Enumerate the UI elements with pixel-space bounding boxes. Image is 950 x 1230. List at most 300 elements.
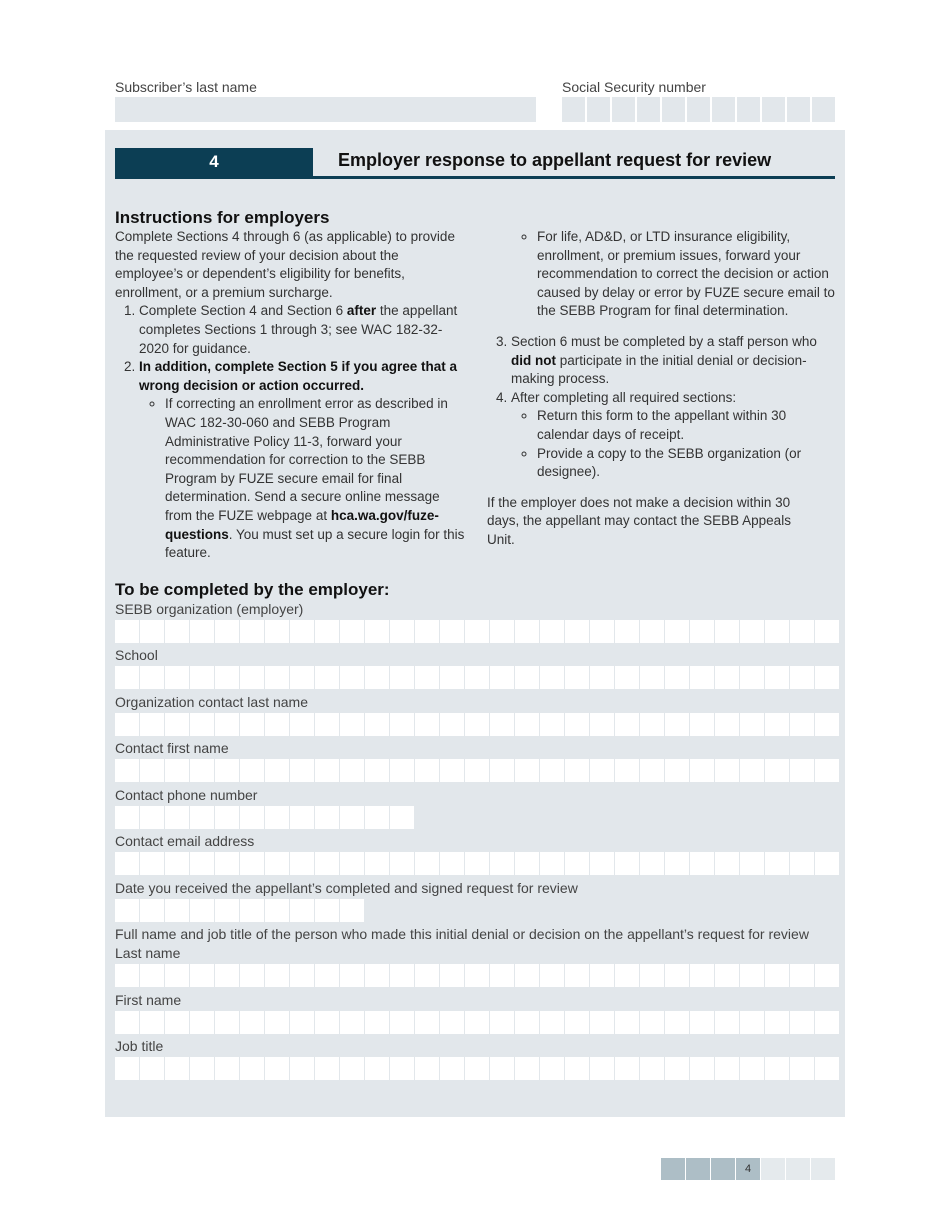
input-cell[interactable] <box>740 1011 764 1034</box>
input-cell[interactable] <box>440 964 464 987</box>
input-cell[interactable] <box>440 1011 464 1034</box>
input-cell[interactable] <box>565 1057 589 1080</box>
input-cell[interactable] <box>440 713 464 736</box>
input-cell[interactable] <box>215 899 239 922</box>
input-cell[interactable] <box>390 759 414 782</box>
input-cell[interactable] <box>215 666 239 689</box>
input-cell[interactable] <box>765 1057 789 1080</box>
input-cell[interactable] <box>115 806 139 829</box>
input-cell[interactable] <box>415 620 439 643</box>
input-cell[interactable] <box>390 964 414 987</box>
input-cell[interactable] <box>115 666 139 689</box>
input-cell[interactable] <box>265 713 289 736</box>
input-cell[interactable] <box>765 713 789 736</box>
input-cell[interactable] <box>315 666 339 689</box>
input-cell[interactable] <box>665 620 689 643</box>
input-cell[interactable] <box>790 666 814 689</box>
decision-person-first-name-input[interactable] <box>115 1011 839 1034</box>
input-cell[interactable] <box>640 713 664 736</box>
input-cell[interactable] <box>565 964 589 987</box>
input-cell[interactable] <box>240 899 264 922</box>
input-cell[interactable] <box>515 759 539 782</box>
input-cell[interactable] <box>115 852 139 875</box>
input-cell[interactable] <box>340 899 364 922</box>
input-cell[interactable] <box>690 713 714 736</box>
input-cell[interactable] <box>240 759 264 782</box>
input-cell[interactable] <box>340 759 364 782</box>
input-cell[interactable] <box>790 620 814 643</box>
input-cell[interactable] <box>415 666 439 689</box>
subscriber-last-name-input[interactable] <box>115 97 536 122</box>
input-cell[interactable] <box>340 1011 364 1034</box>
input-cell[interactable] <box>315 899 339 922</box>
input-cell[interactable] <box>815 713 839 736</box>
input-cell[interactable] <box>615 713 639 736</box>
input-cell[interactable] <box>190 852 214 875</box>
input-cell[interactable] <box>740 666 764 689</box>
input-cell[interactable] <box>765 759 789 782</box>
job-title-label: Job title <box>115 1038 164 1054</box>
input-cell[interactable] <box>190 1011 214 1034</box>
page-indicator-block <box>711 1158 735 1180</box>
input-cell[interactable] <box>290 1011 314 1034</box>
input-cell[interactable] <box>490 852 514 875</box>
input-cell[interactable] <box>315 964 339 987</box>
input-cell[interactable] <box>390 620 414 643</box>
input-cell[interactable] <box>615 620 639 643</box>
input-cell[interactable] <box>665 759 689 782</box>
input-cell[interactable] <box>815 620 839 643</box>
input-cell[interactable] <box>765 964 789 987</box>
input-cell[interactable] <box>665 1011 689 1034</box>
input-cell[interactable] <box>715 620 739 643</box>
input-cell[interactable] <box>490 964 514 987</box>
input-cell[interactable] <box>290 713 314 736</box>
input-cell[interactable] <box>165 1057 189 1080</box>
input-cell[interactable] <box>590 1011 614 1034</box>
input-cell[interactable] <box>265 1057 289 1080</box>
input-cell[interactable] <box>590 964 614 987</box>
input-cell[interactable] <box>190 1057 214 1080</box>
input-cell[interactable] <box>365 713 389 736</box>
input-cell[interactable] <box>190 620 214 643</box>
input-cell[interactable] <box>315 1011 339 1034</box>
input-cell[interactable] <box>515 964 539 987</box>
decision-person-last-name-label: Last name <box>115 945 181 961</box>
input-cell[interactable] <box>565 852 589 875</box>
input-cell[interactable] <box>315 806 339 829</box>
input-cell[interactable] <box>240 1057 264 1080</box>
ssn-cell[interactable] <box>637 97 660 122</box>
input-cell[interactable] <box>790 1057 814 1080</box>
input-cell[interactable] <box>640 620 664 643</box>
input-cell[interactable] <box>515 620 539 643</box>
input-cell[interactable] <box>640 1011 664 1034</box>
input-cell[interactable] <box>490 1011 514 1034</box>
input-cell[interactable] <box>290 1057 314 1080</box>
input-cell[interactable] <box>715 852 739 875</box>
input-cell[interactable] <box>690 666 714 689</box>
instructions-closing: If the employer does not make a decision within 30 days, the appellant may contact the SEBB Appeals Unit. <box>487 494 791 547</box>
decision-person-label: Full name and job title of the person who made this initial denial or decision on the appellant’s request for review <box>115 926 809 942</box>
input-cell[interactable] <box>640 666 664 689</box>
input-cell[interactable] <box>365 620 389 643</box>
input-cell[interactable] <box>290 964 314 987</box>
contact-phone-input[interactable] <box>115 806 414 829</box>
input-cell[interactable] <box>590 759 614 782</box>
input-cell[interactable] <box>465 1011 489 1034</box>
input-cell[interactable] <box>140 899 164 922</box>
input-cell[interactable] <box>665 964 689 987</box>
input-cell[interactable] <box>465 666 489 689</box>
date-received-input[interactable] <box>115 899 364 922</box>
ssn-cell[interactable] <box>612 97 635 122</box>
input-cell[interactable] <box>715 666 739 689</box>
input-cell[interactable] <box>590 713 614 736</box>
input-cell[interactable] <box>315 620 339 643</box>
input-cell[interactable] <box>290 759 314 782</box>
input-cell[interactable] <box>515 1011 539 1034</box>
input-cell[interactable] <box>190 759 214 782</box>
input-cell[interactable] <box>365 964 389 987</box>
input-cell[interactable] <box>615 759 639 782</box>
input-cell[interactable] <box>665 1057 689 1080</box>
ssn-input[interactable] <box>562 97 835 122</box>
input-cell[interactable] <box>165 620 189 643</box>
instructions-title: Instructions for employers <box>115 208 330 227</box>
input-cell[interactable] <box>215 620 239 643</box>
page-indicator-block <box>686 1158 710 1180</box>
input-cell[interactable] <box>565 713 589 736</box>
input-cell[interactable] <box>115 964 139 987</box>
input-cell[interactable] <box>215 806 239 829</box>
input-cell[interactable] <box>540 713 564 736</box>
input-cell[interactable] <box>640 852 664 875</box>
input-cell[interactable] <box>340 620 364 643</box>
input-cell[interactable] <box>440 1057 464 1080</box>
input-cell[interactable] <box>690 1057 714 1080</box>
input-cell[interactable] <box>240 852 264 875</box>
input-cell[interactable] <box>140 806 164 829</box>
input-cell[interactable] <box>165 1011 189 1034</box>
date-received-label: Date you received the appellant’s completed and signed request for review <box>115 880 578 896</box>
input-cell[interactable] <box>415 852 439 875</box>
input-cell[interactable] <box>765 620 789 643</box>
page-number: 4 <box>736 1158 760 1180</box>
school-input[interactable] <box>115 666 839 689</box>
input-cell[interactable] <box>765 1011 789 1034</box>
input-cell[interactable] <box>240 1011 264 1034</box>
input-cell[interactable] <box>540 1011 564 1034</box>
subscriber-last-name-label: Subscriber’s last name <box>115 79 257 95</box>
input-cell[interactable] <box>340 964 364 987</box>
input-cell[interactable] <box>490 620 514 643</box>
input-cell[interactable] <box>665 713 689 736</box>
input-cell[interactable] <box>340 666 364 689</box>
input-cell[interactable] <box>640 1057 664 1080</box>
ssn-cell[interactable] <box>662 97 685 122</box>
input-cell[interactable] <box>540 759 564 782</box>
ssn-cell[interactable] <box>562 97 585 122</box>
input-cell[interactable] <box>115 1057 139 1080</box>
input-cell[interactable] <box>290 620 314 643</box>
input-cell[interactable] <box>540 852 564 875</box>
input-cell[interactable] <box>165 713 189 736</box>
input-cell[interactable] <box>340 852 364 875</box>
input-cell[interactable] <box>490 666 514 689</box>
input-cell[interactable] <box>740 1057 764 1080</box>
input-cell[interactable] <box>740 964 764 987</box>
input-cell[interactable] <box>315 713 339 736</box>
input-cell[interactable] <box>690 852 714 875</box>
input-cell[interactable] <box>265 806 289 829</box>
input-cell[interactable] <box>165 899 189 922</box>
contact-email-label: Contact email address <box>115 833 255 849</box>
input-cell[interactable] <box>815 759 839 782</box>
input-cell[interactable] <box>565 620 589 643</box>
input-cell[interactable] <box>265 964 289 987</box>
input-cell[interactable] <box>290 852 314 875</box>
input-cell[interactable] <box>615 666 639 689</box>
instruction-item-2: 2. In addition, complete Section 5 if you agree that a wrong decision or action occurred. ◦ If correcting an enrollment error as described in WAC 182-30-060 and SEBB Program Administrative Policy 11-3, forward your recommendation for correction to the SEBB Program by FUZE secure email for final determination. Send a secure online message from the FUZE webpage at hca.wa.gov/fuze-questions. You must set up a secure login for this feature. <box>139 358 465 563</box>
input-cell[interactable] <box>115 620 139 643</box>
input-cell[interactable] <box>565 759 589 782</box>
input-cell[interactable] <box>265 899 289 922</box>
ssn-cell[interactable] <box>712 97 735 122</box>
decision-person-first-name-label: First name <box>115 992 182 1008</box>
input-cell[interactable] <box>815 852 839 875</box>
input-cell[interactable] <box>115 899 139 922</box>
input-cell[interactable] <box>790 713 814 736</box>
input-cell[interactable] <box>790 852 814 875</box>
org-input[interactable] <box>115 620 839 643</box>
input-cell[interactable] <box>715 759 739 782</box>
input-cell[interactable] <box>740 713 764 736</box>
input-cell[interactable] <box>365 666 389 689</box>
input-cell[interactable] <box>790 759 814 782</box>
input-cell[interactable] <box>565 666 589 689</box>
input-cell[interactable] <box>390 666 414 689</box>
input-cell[interactable] <box>140 964 164 987</box>
input-cell[interactable] <box>540 964 564 987</box>
input-cell[interactable] <box>340 1057 364 1080</box>
ssn-cell[interactable] <box>787 97 810 122</box>
input-cell[interactable] <box>140 852 164 875</box>
input-cell[interactable] <box>340 713 364 736</box>
input-cell[interactable] <box>615 852 639 875</box>
input-cell[interactable] <box>590 1057 614 1080</box>
contact-first-name-input[interactable] <box>115 759 839 782</box>
input-cell[interactable] <box>165 852 189 875</box>
input-cell[interactable] <box>215 1057 239 1080</box>
input-cell[interactable] <box>240 713 264 736</box>
input-cell[interactable] <box>390 1011 414 1034</box>
input-cell[interactable] <box>640 759 664 782</box>
input-cell[interactable] <box>215 713 239 736</box>
input-cell[interactable] <box>465 759 489 782</box>
input-cell[interactable] <box>490 759 514 782</box>
contact-last-name-input[interactable] <box>115 713 839 736</box>
input-cell[interactable] <box>190 806 214 829</box>
input-cell[interactable] <box>815 666 839 689</box>
contact-first-name-label: Contact first name <box>115 740 229 756</box>
input-cell[interactable] <box>215 759 239 782</box>
input-cell[interactable] <box>165 666 189 689</box>
page-indicator-block <box>661 1158 685 1180</box>
school-label: School <box>115 647 158 663</box>
input-cell[interactable] <box>315 852 339 875</box>
input-cell[interactable] <box>365 806 389 829</box>
input-cell[interactable] <box>390 806 414 829</box>
input-cell[interactable] <box>440 759 464 782</box>
input-cell[interactable] <box>290 666 314 689</box>
input-cell[interactable] <box>715 1057 739 1080</box>
input-cell[interactable] <box>415 964 439 987</box>
input-cell[interactable] <box>740 620 764 643</box>
input-cell[interactable] <box>615 1057 639 1080</box>
input-cell[interactable] <box>690 1011 714 1034</box>
input-cell[interactable] <box>115 759 139 782</box>
decision-person-last-name-input[interactable] <box>115 964 839 987</box>
input-cell[interactable] <box>815 1011 839 1034</box>
input-cell[interactable] <box>365 759 389 782</box>
input-cell[interactable] <box>365 1057 389 1080</box>
input-cell[interactable] <box>265 1011 289 1034</box>
input-cell[interactable] <box>465 852 489 875</box>
input-cell[interactable] <box>140 620 164 643</box>
input-cell[interactable] <box>790 1011 814 1034</box>
input-cell[interactable] <box>215 964 239 987</box>
input-cell[interactable] <box>565 1011 589 1034</box>
input-cell[interactable] <box>190 899 214 922</box>
input-cell[interactable] <box>140 666 164 689</box>
input-cell[interactable] <box>465 620 489 643</box>
ssn-label: Social Security number <box>562 79 706 95</box>
input-cell[interactable] <box>365 852 389 875</box>
section-header <box>115 148 835 179</box>
input-cell[interactable] <box>165 964 189 987</box>
input-cell[interactable] <box>365 1011 389 1034</box>
input-cell[interactable] <box>165 806 189 829</box>
input-cell[interactable] <box>715 964 739 987</box>
input-cell[interactable] <box>140 759 164 782</box>
input-cell[interactable] <box>515 852 539 875</box>
input-cell[interactable] <box>465 1057 489 1080</box>
input-cell[interactable] <box>140 1011 164 1034</box>
input-cell[interactable] <box>390 1057 414 1080</box>
input-cell[interactable] <box>440 620 464 643</box>
ssn-cell[interactable] <box>737 97 760 122</box>
input-cell[interactable] <box>440 852 464 875</box>
input-cell[interactable] <box>690 964 714 987</box>
input-cell[interactable] <box>265 852 289 875</box>
input-cell[interactable] <box>515 666 539 689</box>
input-cell[interactable] <box>615 964 639 987</box>
instruction-item-1: 1. Complete Section 4 and Section 6 after the appellant completes Sections 1 through 3; see WAC 182-32-2020 for guidance. <box>139 302 465 358</box>
ssn-cell[interactable] <box>762 97 785 122</box>
input-cell[interactable] <box>115 713 139 736</box>
ssn-cell[interactable] <box>812 97 835 122</box>
input-cell[interactable] <box>765 852 789 875</box>
input-cell[interactable] <box>190 964 214 987</box>
fuze-questions-link[interactable]: hca.wa.gov/fuze-questions <box>165 507 439 542</box>
input-cell[interactable] <box>490 1057 514 1080</box>
input-cell[interactable] <box>540 1057 564 1080</box>
input-cell[interactable] <box>290 899 314 922</box>
input-cell[interactable] <box>115 1011 139 1034</box>
input-cell[interactable] <box>190 666 214 689</box>
input-cell[interactable] <box>215 852 239 875</box>
input-cell[interactable] <box>340 806 364 829</box>
input-cell[interactable] <box>265 666 289 689</box>
ssn-cell[interactable] <box>687 97 710 122</box>
input-cell[interactable] <box>515 1057 539 1080</box>
input-cell[interactable] <box>665 852 689 875</box>
input-cell[interactable] <box>415 713 439 736</box>
page-indicator-block <box>786 1158 810 1180</box>
input-cell[interactable] <box>665 666 689 689</box>
input-cell[interactable] <box>590 620 614 643</box>
input-cell[interactable] <box>415 1011 439 1034</box>
input-cell[interactable] <box>715 1011 739 1034</box>
input-cell[interactable] <box>390 852 414 875</box>
input-cell[interactable] <box>215 1011 239 1034</box>
input-cell[interactable] <box>640 964 664 987</box>
input-cell[interactable] <box>815 1057 839 1080</box>
input-cell[interactable] <box>165 759 189 782</box>
instruction-item-4-sub-1: ◦ Return this form to the appellant within 30 calendar days of receipt. <box>537 407 837 444</box>
input-cell[interactable] <box>590 852 614 875</box>
input-cell[interactable] <box>290 806 314 829</box>
input-cell[interactable] <box>765 666 789 689</box>
input-cell[interactable] <box>465 713 489 736</box>
ssn-cell[interactable] <box>587 97 610 122</box>
input-cell[interactable] <box>490 713 514 736</box>
input-cell[interactable] <box>140 713 164 736</box>
input-cell[interactable] <box>740 759 764 782</box>
input-cell[interactable] <box>190 713 214 736</box>
input-cell[interactable] <box>440 666 464 689</box>
input-cell[interactable] <box>815 964 839 987</box>
contact-email-input[interactable] <box>115 852 839 875</box>
input-cell[interactable] <box>315 1057 339 1080</box>
input-cell[interactable] <box>240 964 264 987</box>
input-cell[interactable] <box>415 759 439 782</box>
input-cell[interactable] <box>265 620 289 643</box>
input-cell[interactable] <box>415 1057 439 1080</box>
input-cell[interactable] <box>240 806 264 829</box>
input-cell[interactable] <box>690 620 714 643</box>
input-cell[interactable] <box>265 759 289 782</box>
job-title-input[interactable] <box>115 1057 839 1080</box>
input-cell[interactable] <box>140 1057 164 1080</box>
input-cell[interactable] <box>615 1011 639 1034</box>
input-cell[interactable] <box>590 666 614 689</box>
input-cell[interactable] <box>740 852 764 875</box>
input-cell[interactable] <box>390 713 414 736</box>
input-cell[interactable] <box>515 713 539 736</box>
input-cell[interactable] <box>240 666 264 689</box>
input-cell[interactable] <box>240 620 264 643</box>
input-cell[interactable] <box>540 620 564 643</box>
input-cell[interactable] <box>690 759 714 782</box>
input-cell[interactable] <box>715 713 739 736</box>
input-cell[interactable] <box>315 759 339 782</box>
input-cell[interactable] <box>465 964 489 987</box>
page-indicator-block <box>811 1158 835 1180</box>
input-cell[interactable] <box>790 964 814 987</box>
input-cell[interactable] <box>540 666 564 689</box>
